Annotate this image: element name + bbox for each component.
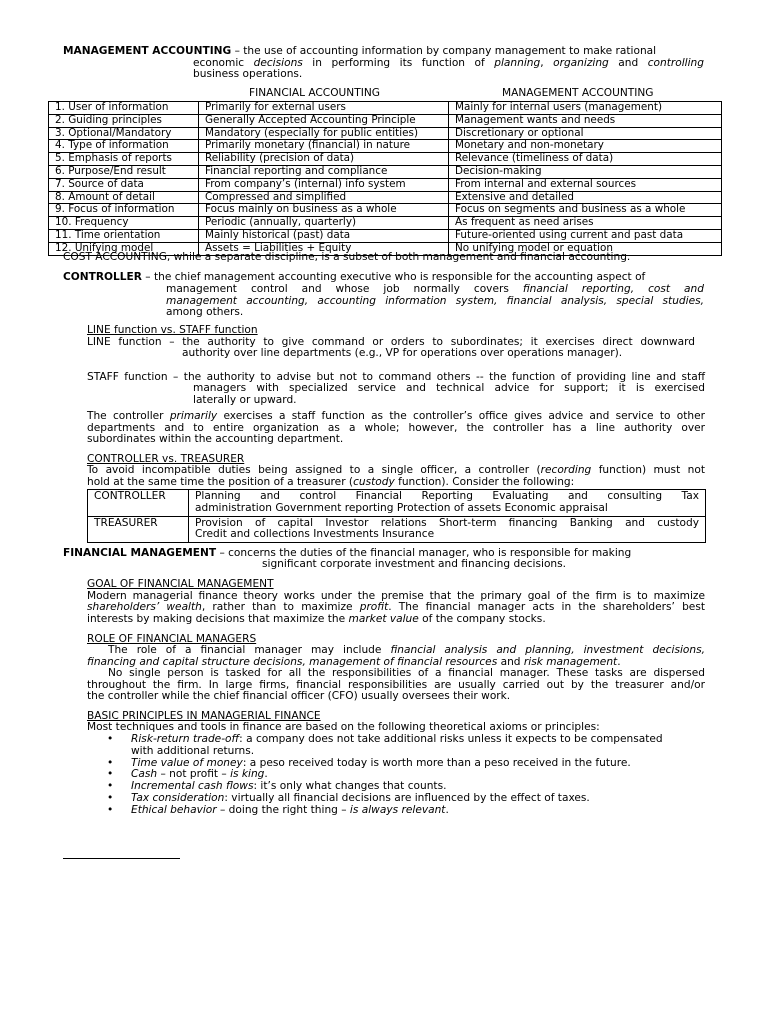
goal-em: shareholders’ wealth bbox=[87, 601, 202, 613]
controller-treasurer-table bbox=[87, 489, 706, 543]
table-cell: Focus on segments and business as a whole bbox=[449, 204, 722, 217]
principle-term: Ethical behavior bbox=[131, 803, 217, 816]
bullet-icon: • bbox=[107, 780, 114, 793]
table-cell: Periodic (annually, quarterly) bbox=[199, 217, 449, 230]
table-cell: 2. Guiding principles bbox=[49, 114, 199, 127]
table-cell: 3. Optional/Mandatory bbox=[49, 127, 199, 140]
para-em: primarily bbox=[169, 410, 218, 422]
table-cell: Relevance (timeliness of data) bbox=[449, 153, 722, 166]
table-cell: Assets = Liabilities + Equity bbox=[199, 242, 449, 255]
principle-text: – not profit – bbox=[157, 768, 231, 781]
goal-text: interests by making decisions that maximize the bbox=[87, 613, 349, 625]
table-cell: Mainly for internal users (management) bbox=[449, 102, 722, 115]
controller-paragraph-line3: subordinates within the accounting department. bbox=[87, 433, 344, 445]
controller-text: management control and whose job normally covers bbox=[166, 283, 523, 295]
cost-accounting-note: COST ACCOUNTING, while a separate discipline, is a subset of both management and financial accounting. bbox=[63, 251, 631, 263]
bullet-icon: • bbox=[107, 803, 114, 816]
role-cell: TREASURER bbox=[88, 516, 189, 543]
ct-em: custody bbox=[353, 476, 395, 488]
duties-cell bbox=[189, 490, 706, 517]
ma-definition-line3: business operations. bbox=[193, 68, 303, 80]
ma-em: organizing bbox=[553, 57, 609, 69]
ma-definition-line1 bbox=[63, 46, 707, 58]
table-cell: Future-oriented using current and past data bbox=[449, 229, 722, 242]
principle-text: : a peso received today is worth more than a peso received in the future. bbox=[242, 756, 631, 769]
ct-text: hold at the same time the position of a treasurer ( bbox=[87, 476, 354, 488]
principle-text: – doing the right thing – bbox=[216, 803, 350, 816]
ma-text: in performing its function of bbox=[302, 57, 495, 69]
bullet-icon: • bbox=[107, 768, 114, 781]
table-row bbox=[49, 178, 722, 191]
ma-text: , bbox=[540, 57, 554, 69]
line-function-line1: LINE function – the authority to give command or orders to subordinates; it exercises direct downward bbox=[87, 336, 695, 348]
role-cell: CONTROLLER bbox=[88, 490, 189, 517]
para-text: The controller bbox=[87, 410, 170, 422]
principle-text: : a company does not take additional risks unless it expects to be compensated bbox=[239, 733, 663, 745]
goal-heading: GOAL OF FINANCIAL MANAGEMENT bbox=[87, 578, 274, 590]
table-cell: 6. Purpose/End result bbox=[49, 165, 199, 178]
goal-text: , rather than to maximize bbox=[201, 601, 360, 613]
table-cell: Reliability (precision of data) bbox=[199, 153, 449, 166]
table-cell: 10. Frequency bbox=[49, 217, 199, 230]
table-row bbox=[49, 153, 722, 166]
role-line4: throughout the firm. In large firms, financial responsibilities are usually carried out by the treasurer and/or bbox=[87, 679, 705, 691]
controller-em: management accounting, accounting information system, financial analysis, special studies, bbox=[166, 295, 704, 307]
principle-term: Incremental cash flows bbox=[131, 780, 254, 793]
principle-term: Tax consideration bbox=[131, 791, 225, 804]
principle-term: is always relevant bbox=[349, 803, 446, 816]
ma-em: planning bbox=[494, 57, 541, 69]
fin-mgmt-term: FINANCIAL MANAGEMENT bbox=[63, 547, 217, 559]
ma-em: decisions bbox=[253, 57, 303, 69]
principles-heading: BASIC PRINCIPLES IN MANAGERIAL FINANCE bbox=[87, 710, 321, 722]
table-cell: 9. Focus of information bbox=[49, 204, 199, 217]
goal-line1: Modern managerial finance theory works under the premise that the primary goal of the firm is to maximize bbox=[87, 590, 705, 602]
ctrl-treas-line2 bbox=[87, 477, 574, 489]
goal-em: profit bbox=[359, 601, 389, 613]
goal-line3 bbox=[87, 614, 546, 626]
controller-paragraph-line2: departments and to entire organization as a whole; however, the controller has a line authority over bbox=[87, 422, 705, 434]
table-row bbox=[49, 165, 722, 178]
controller-line4: among others. bbox=[166, 306, 244, 318]
role-text: . bbox=[617, 656, 621, 668]
principle-text: : it’s only what changes that counts. bbox=[253, 780, 447, 793]
table-cell: Discretionary or optional bbox=[449, 127, 722, 140]
principle-text: . bbox=[264, 768, 268, 781]
principle-term: is king bbox=[230, 768, 265, 781]
table-cell: 5. Emphasis of reports bbox=[49, 153, 199, 166]
table-cell: 4. Type of information bbox=[49, 140, 199, 153]
principles-list bbox=[107, 734, 707, 817]
principle-term: Time value of money bbox=[131, 756, 243, 769]
goal-em: market value bbox=[348, 613, 419, 625]
duties-line: Credit and collections Investments Insurance bbox=[195, 528, 435, 541]
role-line3: No single person is tasked for all the responsibilities of a financial manager. These tasks are dispersed bbox=[108, 667, 705, 679]
table-row bbox=[49, 127, 722, 140]
controller-line2 bbox=[166, 284, 704, 296]
table-cell: 8. Amount of detail bbox=[49, 191, 199, 204]
table-cell: Primarily for external users bbox=[199, 102, 449, 115]
role-text: and bbox=[497, 656, 524, 668]
header-financial-accounting: FINANCIAL ACCOUNTING bbox=[249, 87, 380, 99]
list-item bbox=[107, 805, 707, 817]
table-cell: From internal and external sources bbox=[449, 178, 722, 191]
ma-text: and bbox=[608, 57, 648, 69]
table-row bbox=[88, 516, 706, 543]
duties-cell bbox=[189, 516, 706, 543]
table-cell: 11. Time orientation bbox=[49, 229, 199, 242]
para-text: exercises a staff function as the controller’s office gives advice and service to other bbox=[217, 410, 705, 422]
role-line5: the controller while the chief financial officer (CFO) usually oversees their work. bbox=[87, 690, 511, 702]
role-line1 bbox=[108, 645, 705, 657]
controller-em: financial reporting, cost and bbox=[522, 283, 704, 295]
role-em: risk management bbox=[523, 656, 618, 668]
table-cell: 7. Source of data bbox=[49, 178, 199, 191]
table-cell: Extensive and detailed bbox=[449, 191, 722, 204]
ma-intro: – the use of accounting information by company management to make rational bbox=[231, 45, 657, 57]
table-cell: Generally Accepted Accounting Principle bbox=[199, 114, 449, 127]
principle-text: : virtually all financial decisions are influenced by the effect of taxes. bbox=[224, 791, 590, 804]
duties-line: Planning and control Financial Reporting Evaluating and consulting Tax bbox=[195, 490, 699, 502]
bullet-icon: • bbox=[107, 733, 114, 745]
table-row bbox=[49, 140, 722, 153]
staff-function-line1: STAFF function – the authority to advise but not to command others -- the function of providing line and staff bbox=[87, 371, 705, 383]
staff-function-line2: managers with specialized service and technical advice for support; it is exercised bbox=[193, 382, 705, 394]
table-cell: Focus mainly on business as a whole bbox=[199, 204, 449, 217]
table-cell: Financial reporting and compliance bbox=[199, 165, 449, 178]
list-item bbox=[107, 734, 707, 758]
principle-term: Risk-return trade-off bbox=[131, 733, 240, 745]
table-cell: 1. User of information bbox=[49, 102, 199, 115]
role-heading: ROLE OF FINANCIAL MANAGERS bbox=[87, 633, 257, 645]
principle-text: with additional returns. bbox=[131, 744, 255, 757]
table-row bbox=[49, 229, 722, 242]
table-cell: Compressed and simplified bbox=[199, 191, 449, 204]
ma-em: controlling bbox=[647, 57, 704, 69]
table-cell: Mainly historical (past) data bbox=[199, 229, 449, 242]
goal-line2 bbox=[87, 602, 705, 614]
controller-line1 bbox=[63, 272, 645, 284]
ctrl-treas-heading: CONTROLLER vs. TREASURER bbox=[87, 453, 245, 465]
duties-line: Provision of capital Investor relations Short-term financing Banking and custody bbox=[195, 516, 699, 529]
role-em: financing and capital structure decisions, management of financial resources bbox=[87, 656, 498, 668]
principles-intro: Most techniques and tools in finance are based on the following theoretical axioms or principles: bbox=[87, 721, 600, 733]
goal-text: . The financial manager acts in the shareholders’ best bbox=[388, 601, 705, 613]
controller-text: – the chief management accounting executive who is responsible for the accounting aspect of bbox=[141, 271, 646, 283]
table-cell: 12. Unifying model bbox=[49, 242, 199, 255]
ct-text: function). Consider the following: bbox=[394, 476, 575, 488]
controller-term: CONTROLLER bbox=[63, 271, 142, 283]
role-em: financial analysis and planning, investment decisions, bbox=[390, 644, 705, 656]
table-cell: Decision-making bbox=[449, 165, 722, 178]
table-cell: Management wants and needs bbox=[449, 114, 722, 127]
footnote-separator bbox=[63, 858, 180, 859]
duties-line: administration Government reporting Protection of assets Economic appraisal bbox=[195, 501, 608, 514]
role-text: The role of a financial manager may include bbox=[108, 644, 391, 656]
ma-term: MANAGEMENT ACCOUNTING bbox=[63, 45, 232, 57]
fin-mgmt-line2: significant corporate investment and financing decisions. bbox=[262, 558, 567, 570]
controller-line3 bbox=[166, 296, 704, 308]
line-staff-heading: LINE function vs. STAFF function bbox=[87, 324, 258, 336]
principle-term: Cash bbox=[131, 768, 158, 781]
fin-mgmt-text: – concerns the duties of the financial manager, who is responsible for making bbox=[216, 547, 632, 559]
table-row bbox=[49, 102, 722, 115]
comparison-table bbox=[48, 101, 722, 256]
table-cell: Primarily monetary (financial) in nature bbox=[199, 140, 449, 153]
bullet-icon: • bbox=[107, 756, 114, 769]
table-row bbox=[49, 114, 722, 127]
controller-paragraph-line1 bbox=[87, 411, 705, 423]
table-row bbox=[49, 204, 722, 217]
ct-em: recording bbox=[540, 464, 592, 476]
goal-text: of the company stocks. bbox=[418, 613, 546, 625]
ctrl-treas-line1 bbox=[87, 465, 705, 477]
ct-text: To avoid incompatible duties being assigned to a single officer, a controller ( bbox=[87, 464, 541, 476]
table-row bbox=[88, 490, 706, 517]
ct-text: function) must not bbox=[591, 464, 705, 476]
table-row bbox=[49, 191, 722, 204]
table-cell: Mandatory (especially for public entities) bbox=[199, 127, 449, 140]
ma-text: economic bbox=[193, 57, 254, 69]
table-cell: From company’s (internal) info system bbox=[199, 178, 449, 191]
table-cell: Monetary and non-monetary bbox=[449, 140, 722, 153]
table-cell: No unifying model or equation bbox=[449, 242, 722, 255]
header-management-accounting: MANAGEMENT ACCOUNTING bbox=[502, 87, 654, 99]
table-row bbox=[49, 217, 722, 230]
bullet-icon: • bbox=[107, 791, 114, 804]
line-function-line2: authority over line departments (e.g., VP for operations over operations manager). bbox=[182, 347, 623, 359]
staff-function-line3: laterally or upward. bbox=[193, 394, 297, 406]
principle-text: . bbox=[445, 803, 449, 816]
table-cell: As frequent as need arises bbox=[449, 217, 722, 230]
